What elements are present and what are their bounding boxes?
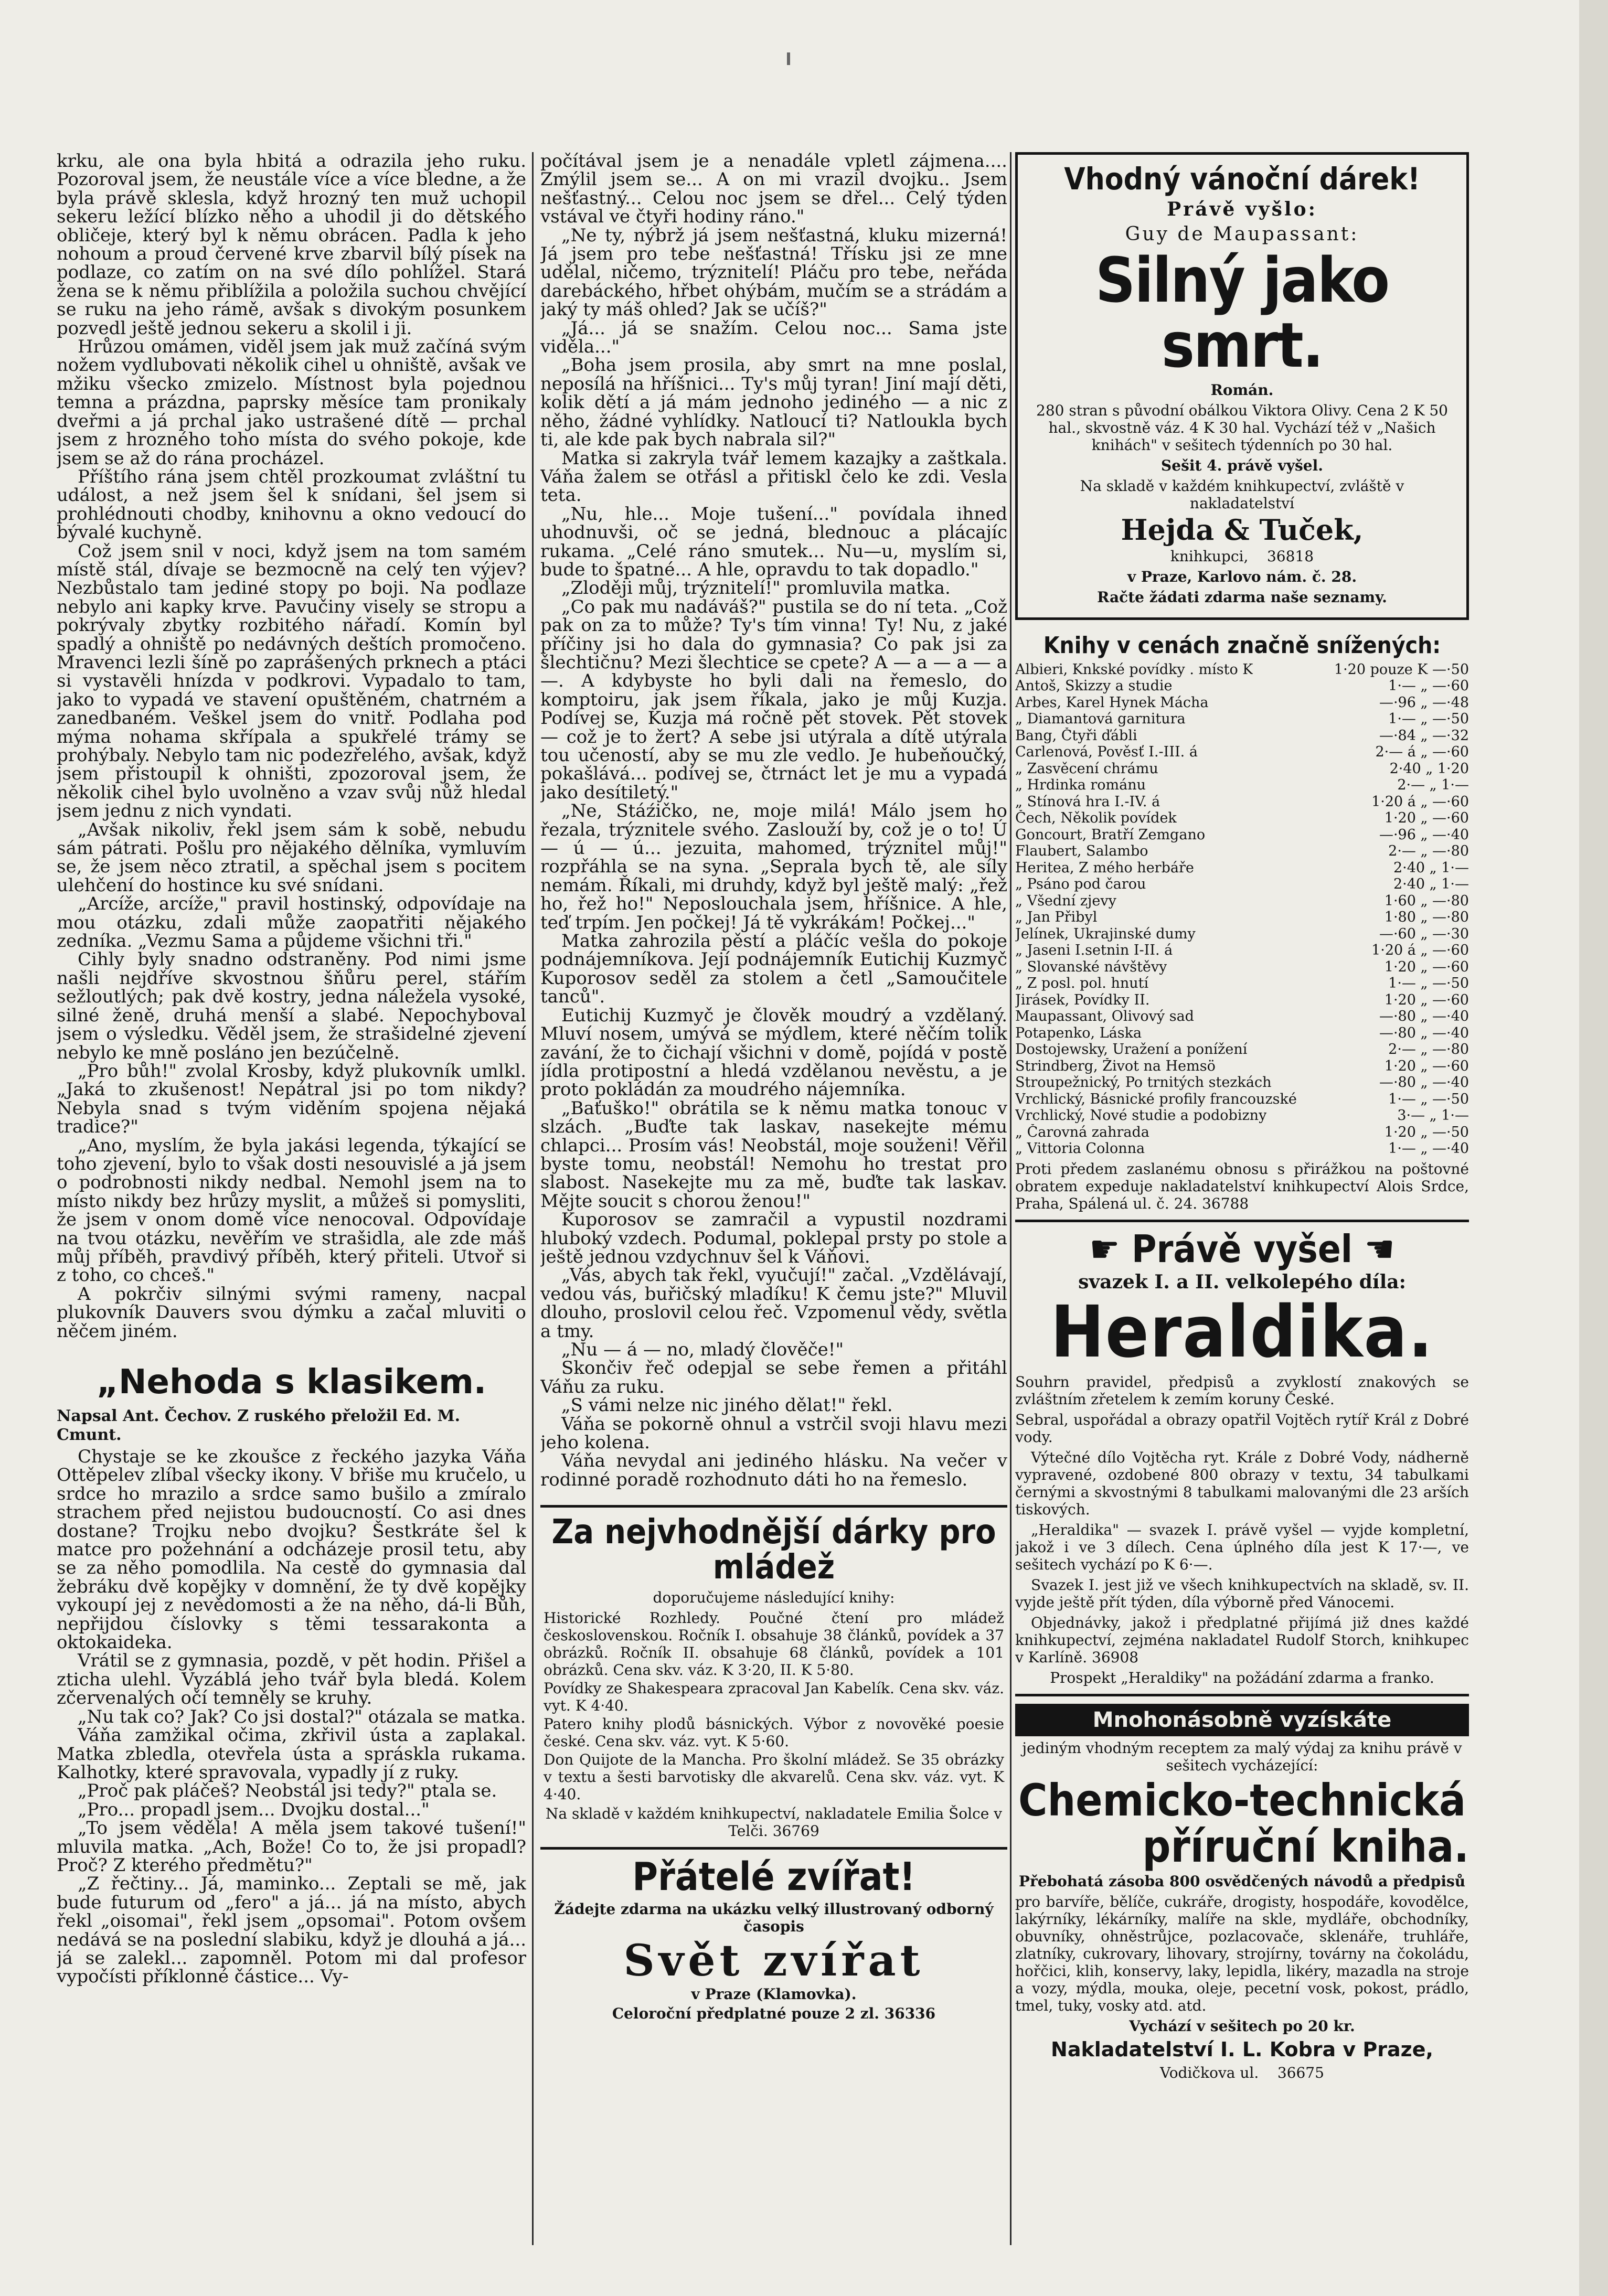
book-title: Arbes, Karel Hynek Mácha	[1015, 694, 1209, 711]
ad-description: pro barvíře, bělíče, cukráře, drogisty, hospodáře, kovodělce, lakýrníky, lékárníky, malíře na skle, mydláře, obchodníky, obuvníky, ohněstrůjce, pozlacovače, sklenáře, truhláře, zlatníky, cukrovary, lihovary, strojírny, továrny na čokoládu, hořčici, klih, konservy, laky, lepidla, likéry, mazadla na stroje a vozy, mýdla, mouka, oleje, pecetní vosk, pokost, prádlo, tmel, tuky, vosky atd. atd.	[1015, 1893, 1469, 2015]
book-price: 1·80 „ —·80	[1384, 909, 1469, 926]
book-title: „ Jaseni I.setnin I-II. á	[1015, 942, 1173, 959]
ad-heraldika	[1015, 1226, 1469, 1686]
ad-christmas-gift	[1015, 152, 1469, 620]
story-paragraph: Chystaje se ke zkoušce z řeckého jazyka Váňa Ottěpelev zlíbal všecky ikony. V břiše mu kručelo, u srdce ho mrazilo a srdce samo bušilo a zmíralo strachem před nejistou budoucností. Co asi dnes dostane? Trojku nebo dvojku? Šestkráte šel k matce pro požehnání a odcházeje prosil tetu, aby se za něho pomodlila. Na cestě do gymnasia dal žebráku dvě kopějky v domnění, že ty dvě kopějky vykoupí jej z nevědomosti a že na něho, dá-li Bůh, nepřijdou číslovky s těmi tessarakonta a oktokaideka.	[57, 1446, 526, 1653]
story-paragraph: „Ne ty, nýbrž já jsem nešťastná, kluku mizerná! Já jsem pro tebe nešťastná! Třísku jsi ze mne udělal, ničemo, trýznitelí! Pláču pro tebe, neřádа darebáckého, hřbet ohýbám, mučím se a strádám a jaký ty máš ohled? Jak se učíš?"	[540, 225, 1007, 321]
ad-entry: Don Quijote de la Mancha. Pro školní mládež. Se 35 obrázky v textu a šesti barvotisky dle akvarelů. Cena skv. váz. vyt. K 4·40.	[544, 1750, 1004, 1803]
book-price: 1·60 „ —·80	[1384, 892, 1469, 909]
book-price: 1·20 „ —·60	[1384, 991, 1469, 1008]
story-paragraph: Vrátil se z gymnasia, pozdě, v pět hodin. Přišel a zticha ulehl. Vyzáblá jeho tvář byla bledá. Kolem zčervenalých očí temněly se kruhy.	[57, 1650, 526, 1709]
book-price-row	[1015, 1074, 1469, 1091]
book-price: 1·20 „ —·50	[1384, 1124, 1469, 1140]
ad-street	[1015, 2064, 1469, 2081]
ad-animal-friends	[540, 1854, 1007, 2023]
story-paragraph: Hrůzou omámen, viděl jsem jak muž začíná svým nožem vydlubovati několik cihel u ohniště, avšak ve mžiku všecko zmizelo. Místnost byla pojednou temna a prázdna, paprsky měsíce tam pronikaly dveřmi a já prchal jako ustrašené dítě — prchal jsem z hrozného toho místa do svého pokoje, kde jsem se až do rána procházel.	[57, 336, 526, 469]
hand-pointer-icon: ☛	[1089, 1226, 1120, 1271]
story-paragraph: Příštího rána jsem chtěl prozkoumat zvláštní tu událost, a než jsem šel k snídani, šel jsem si prohlédnouti chodby, knihovnu a okno vedoucí do bývalé kuchyně.	[57, 466, 526, 543]
story-paragraph: „Ne, Stáźičko, ne, moje milá! Málo jsem ho řezala, trýznitele svého. Zaslouží by, což je o to! Ú — ú — ú... jezuita, mahomed, trýznitel můj!" rozpřáhla se na syna. „Seprala bych tě, ale síly nemám. Říkali, mi druhdy, když byl ještě malý: „řež ho, řež ho!" Neposlouchala jsem, hříšnice. A hle, teď trpím. Jen počkej! Já tě vykrákám! Počkej..."	[540, 800, 1007, 933]
ad-price-text: Celoroční předplatné pouze 2 zl.	[612, 2005, 879, 2023]
ad-description: Souhrn pravidel, předpisů a zvyklostí znakových se zvláštním zřetelem k zemím koruny České.	[1015, 1373, 1469, 1408]
book-price-row	[1015, 959, 1469, 976]
column-rule-1	[532, 152, 534, 2245]
book-title: Goncourt, Bratří Zemgano	[1015, 826, 1206, 843]
ad-entry: Povídky ze Shakespeara zpracoval Jan Kabelík. Cena skv. váz. vyt. K 4·40.	[544, 1679, 1004, 1714]
column-rule-2	[1010, 152, 1011, 2245]
page-edge	[1579, 0, 1608, 2296]
ad-stock: Na skladě v každém knihkupectví, zvláště v nakladatelství	[1080, 477, 1404, 512]
story-paragraph: „Nu, hle... Moje tušení..." povídala ihned uhodnuvši, oč se jedná, blednouc a plácajíc rukama. „Celé ráno smutek... Nu—u, myslím si, bude to špatné... A hle, opravdu to tak dopadlo."	[540, 503, 1007, 580]
book-price: 2·40 „ 1·—	[1393, 876, 1469, 893]
ad-footer	[544, 1805, 1004, 1840]
ad-request: Račte žádati zdarma naše seznamy.	[1097, 589, 1387, 606]
ad-description: 280 stran s původní obálkou Viktora Olivy. Cena 2 K 50 hal., skvostně váz. 4 K 30 hal. Vychází též v „Našich knihách" v sešitech týdenních po 30 hal.	[1036, 401, 1448, 454]
ad-title: Knihy v cenách značně snížených:	[1043, 632, 1441, 659]
book-title: Jirásek, Povídky II.	[1015, 991, 1150, 1008]
ad-text: Svazek I. jest již ve všech knihkupectvích na skladě, sv. II. vyjde ještě přít týden, díla výborně před Vánocemi.	[1015, 1576, 1469, 1611]
hand-pointer-icon: ☚	[1364, 1226, 1395, 1271]
ad-text: „Heraldika" — svazek I. právě vyšel — vyjde kompletní, jakož i ve 3 dílech. Cena úplného díla jest K 17·—, ve sešitech vychází po K 6·—.	[1015, 1521, 1469, 1573]
book-price: 2·40 „ 1·—	[1393, 859, 1469, 876]
ad-entry: Patero knihy plodů básnických. Výbor z novověké poesie české. Cena skv. váz. vyt. K 5·60.	[544, 1715, 1004, 1750]
ad-address: v Praze, Karlovo nám. č. 28.	[1127, 568, 1357, 586]
ad-intro: jediným vhodným receptem za malý výdaj za knihu právě v sešitech vycházející:	[1022, 1739, 1462, 1774]
ad-price	[540, 2005, 1007, 2022]
story-paragraph: „Boha jsem prosila, aby smrt na mne poslal, neposílá na hříšnici... Ty's můj tyran! Jiní mají děti, kolik dětí a já mám jednoho jediného — a nic z něho, žádné vyhlídky. Natloucí ti? Natlouklа bych ti, ale kde pak bych nabrala sil?"	[540, 355, 1007, 451]
book-price: —·96 „ —·40	[1379, 826, 1469, 843]
book-price-row	[1015, 909, 1469, 926]
ad-text-body: Objednávky, jakož i předplatné přijímá již dnes každé knihkupectví, zejména nakladatel Rudolf Storch, knihkupec v Karlíně.	[1015, 1614, 1469, 1666]
ad-text	[1015, 1614, 1469, 1666]
ad-title: Přátelé zvířat!	[632, 1854, 915, 1899]
book-price-row	[1015, 893, 1469, 910]
book-price: 2·— á „ —·60	[1375, 744, 1469, 761]
story-paragraph: Váňa zamžikal očima, zkřivil ústa a zaplakal. Matka zbledla, otevřela ústa a sprásklа rukama. Kalhotky, které spravovala, vypadly jí z ruky.	[57, 1725, 526, 1783]
story-paragraph: Váňa nevydal ani jediného hlásku. Na večer v rodinné poradě rozhodnuto dáti ho na řemeslo.	[540, 1450, 1007, 1490]
book-price: —·80 „ —·40	[1379, 1024, 1469, 1041]
ad-separator	[1015, 1694, 1469, 1696]
story-paragraph: „Avšak nikoliv, řekl jsem sám k sobě, nebudu sám pátrati. Pošlu pro nějakého dělníka, vymluvím se, že jsem něco ztratil, a spěchal jsem s pocitem ulehčení do hostince ku své snídani.	[57, 819, 526, 896]
ad-publisher-role: knihkupci,	[1170, 548, 1249, 565]
ad-footer	[1015, 1160, 1469, 1212]
ad-separator	[540, 1505, 1007, 1508]
story-paragraph: Váňa se pokorně ohnul a vstrčil svoji hlavu mezi jeho kolena.	[540, 1413, 1007, 1454]
book-price-row	[1015, 695, 1469, 711]
book-price-row	[1015, 810, 1469, 827]
book-price-row	[1015, 975, 1469, 992]
story-paragraph: „Zloději můj, trýznitelí!" promluvila matka.	[561, 578, 951, 599]
ad-subtitle: Žádejte zdarma na ukázku velký illustrovaný odborný časopis	[554, 1900, 994, 1936]
book-title: „ Hrdinka románu	[1015, 777, 1146, 794]
book-title: „ Všední zjevy	[1015, 892, 1116, 909]
book-title: Albieri, Knkské povídky . místo K	[1015, 661, 1253, 678]
ad-separator	[540, 1847, 1007, 1850]
ad-book-title-2: příruční kniha.	[1142, 1821, 1469, 1873]
ad-author: Guy de Maupassant:	[1125, 223, 1359, 245]
ad-text: Prospekt „Heraldiky" na požádání zdarma a franko.	[1050, 1669, 1434, 1686]
ad-publisher-sub	[1028, 548, 1456, 565]
book-price-row	[1015, 777, 1469, 794]
book-title: „ Slovanské návštěvy	[1015, 958, 1167, 975]
book-title: „ Vittoria Colonna	[1015, 1140, 1145, 1157]
ad-place: v Praze (Klamovka).	[691, 1985, 857, 2003]
book-price-row	[1015, 1058, 1469, 1075]
ad-chemistry-handbook	[1015, 1704, 1469, 2081]
book-price-row	[1015, 678, 1469, 695]
story-paragraph: počítával jsem je a nenadále vpletl zájmena.... Zmýlil jsem se... A on mi vrazil dvojku.. Jsem nešťastný... Celou noc jsem se dřel... Celý týden vstával ve čtyři hodiny ráno."	[540, 152, 1007, 228]
book-price-row	[1015, 711, 1469, 728]
column-2	[540, 152, 1007, 2245]
ad-code: 36336	[884, 2005, 936, 2023]
story-paragraph: „Já... já se snažím. Celou noc... Sama jste viděla..."	[540, 317, 1007, 358]
book-title: Dostojewsky, Uražení a ponížení	[1015, 1041, 1248, 1058]
book-price: 1·20 „ —·60	[1384, 810, 1469, 827]
ad-street-text: Vodičkova ul.	[1160, 2064, 1259, 2082]
ad-issue: Vychází v sešitech po 20 kr.	[1129, 2017, 1355, 2035]
margin-mark	[787, 52, 790, 65]
ad-lead: Přebohatá zásoba 800 osvědčených návodů a předpisů	[1018, 1873, 1466, 1891]
book-price: 1·— „ —·50	[1388, 975, 1469, 992]
book-price: 2·40 „ 1·20	[1389, 760, 1469, 777]
ad-youth-books	[540, 1515, 1007, 1839]
book-title: Carlenová, Pověsť I.-III. á	[1015, 744, 1198, 761]
book-title: Stroupežnický, Po trnitých stezkách	[1015, 1074, 1272, 1091]
book-price: 1·20 á „ —·60	[1371, 942, 1469, 959]
ad-code: 36675	[1277, 2064, 1324, 2082]
book-price: 1·20 á „ —·60	[1371, 793, 1469, 810]
column-1	[57, 152, 526, 2245]
book-price-row	[1015, 744, 1469, 761]
ad-genre: Román.	[1210, 381, 1274, 399]
ad-subtitle: svazek I. a II. velkolepého díla:	[1078, 1271, 1406, 1294]
book-price-row	[1015, 1041, 1469, 1058]
ad-intro: doporučujeme následující knihy:	[653, 1588, 895, 1606]
book-price: 1·20 pouze K —·50	[1334, 661, 1469, 678]
book-price-row	[1015, 1124, 1469, 1141]
story-heading: „Nehoda s klasikem.	[96, 1363, 487, 1402]
book-price-row	[1015, 761, 1469, 777]
ad-bar: Mnohonásobně vyzískáte	[1015, 1704, 1469, 1736]
book-title: Maupassant, Olivový sad	[1015, 1008, 1194, 1025]
book-price-row	[1015, 794, 1469, 810]
book-price: 1·— „ —·50	[1388, 1091, 1469, 1107]
book-price: 2·— „ —·80	[1388, 1041, 1469, 1058]
book-price-row	[1015, 876, 1469, 893]
ad-code: 36818	[1266, 548, 1314, 565]
book-price: 1·20 „ —·60	[1384, 1058, 1469, 1074]
book-title: Čech, Několik povídek	[1015, 810, 1177, 827]
book-price-row	[1015, 926, 1469, 943]
ad-title: Vhodný vánoční dárek!	[1064, 161, 1420, 197]
book-price-row	[1015, 843, 1469, 860]
book-price-row	[1015, 827, 1469, 843]
story-paragraph: Eutichij Kuzmyč je člověk moudrý a vzdělaný. Mluví nosem, umývá se mýdlem, které něčím tolik zavání, že to čichají všichni v domě, pojídá v postě jídla protipostní a hledá vzdělanou nevěstu, a je proto pokládán za moudrého nájemníka.	[540, 1005, 1007, 1101]
book-price: 2·— „ 1·—	[1397, 777, 1469, 794]
book-price-row	[1015, 1091, 1469, 1108]
story-paragraph: A pokrčiv silnými svými rameny, nacpal plukovník Dauvers svou dýmku a začal mluviti o něčem jiném.	[57, 1283, 526, 1342]
ad-footer-text: Proti předem zaslanému obnosu s přirážkou na poštovné obratem expeduje nakladatelství knihkupectví Alois Srdce, Praha, Spálená ul. č. 24.	[1015, 1160, 1469, 1212]
book-title: Vrchlický, Básnické profily francouzské	[1015, 1091, 1297, 1107]
ad-issue: Sešit 4. právě vyšel.	[1161, 456, 1323, 474]
book-price: 1·20 „ —·60	[1384, 958, 1469, 975]
ad-head	[1015, 1226, 1469, 1271]
book-title: „ Jan Přibyl	[1015, 909, 1098, 926]
story-paragraph: „Pro... propadl jsem... Dvojku dostal..."	[78, 1799, 430, 1820]
ad-footer-text: Na skladě v každém knihkupectví, nakladatele Emilia Šolce v Telči.	[545, 1804, 1003, 1840]
book-price-list	[1015, 661, 1469, 1157]
ad-code: 36788	[1202, 1194, 1249, 1212]
story-paragraph: „Z řečtiny... Já, maminko... Zeptali se mě, jak bude futurum od „fero" a já... já na místo, abych řekl „oisomai", řekl jsem „opsomai". Potom ovšem nedává se na poslední slabiku, když je dlouhá a já... já se zalekl... zapomněl. Potom mi dal profesor vypočísti příklonné částice... Vy-	[57, 1873, 526, 1988]
book-price-row	[1015, 942, 1469, 959]
story-paragraph: Cihly byly snadno odstraněny. Pod nimi jsme našli nejdříve skvostnou šňůru perel, stářím sežloutlých; pak dvě kostry, jedna náležela vysoké, silné ženě, druhá menší a slabé. Nepochyboval jsem o výsledku. Věděl jsem, že strašidelné zjevení nebylo ke mně posláno jen bezúčelně.	[57, 949, 526, 1063]
book-price-row	[1015, 1008, 1469, 1025]
story-paragraph: „Arcíže, arcíže," pravil hostinský, odpovídaje na mou otázku, zdali může zaopatřiti nějakého zedníka. „Vezmu Sama a půjdeme všichni tři."	[57, 893, 526, 952]
story-paragraph: Matka si zakryla tvář lemem kazajky a zaštkala. Váňa žalem se otřásl a přitiskl čelo ke zdi. Vesla teta.	[540, 447, 1007, 506]
book-title: Antoš, Skizzy a studie	[1015, 678, 1173, 695]
ad-code: 36908	[1092, 1648, 1139, 1666]
book-title: Vrchlický, Nové studie a podobizny	[1015, 1107, 1267, 1124]
book-price: 3·— „ 1·—	[1397, 1107, 1469, 1124]
story-paragraph: Matka zahrozila pěstí a pláčíc vešla do pokoje podnájemníkova. Její podnájemník Eutichij Kuzmyč Kuporosov seděl za stolem a četl „Samoučitele tanců".	[540, 931, 1007, 1008]
book-price-row	[1015, 992, 1469, 1009]
ad-discount-books	[1015, 634, 1469, 1212]
book-price-row	[1015, 860, 1469, 877]
ad-subtitle: Právě vyšlo:	[1167, 198, 1317, 220]
ad-code: 36769	[772, 1822, 819, 1840]
story-paragraph: „To jsem věděla! A měla jsem takové tušení!" mluvila matka. „Ach, Bože! Co to, že jsi propadl? Proč? Z kterého předmětu?"	[57, 1818, 526, 1876]
ad-book-title: Silný jako smrt.	[1095, 243, 1389, 381]
book-title: Jelínek, Ukrajinské dumy	[1015, 925, 1196, 942]
book-title: „ Stínová hra I.-IV. á	[1015, 793, 1160, 810]
book-price-row	[1015, 661, 1469, 678]
story-byline: Napsal Ant. Čechov. Z ruského přeložil Ed. M. Cmunt.	[57, 1407, 461, 1444]
story-paragraph: Kuporosov se zamračil a vypustil nozdrami hluboký vzdech. Podumal, poklepal prsty po stole a ještě jednou vzdychnuv šel k Váňovi.	[540, 1209, 1007, 1267]
book-price-row	[1015, 1025, 1469, 1042]
story-paragraph: „S vámi nelze nic jiného dělat!" řekl.	[561, 1395, 893, 1416]
book-price: —·80 „ —·40	[1379, 1008, 1469, 1025]
ad-book-title: Chemicko-technická	[1018, 1774, 1466, 1826]
story-paragraph: „Ano, myslím, že byla jakási legenda, týkající se toho zjevení, bylo to však dosti nesouvislé a já jsem o podrobnosti nikdy nedbal. Nemohl jsem na to místo nikdy bez hrůzy myslit, a můžeš si pomysliti, že jsem v onom domě více nenocoval. Odpovídaje na tvou otázku, nevěřím ve strašidla, ale zde máš můj příběh, pravdivý příběh, který přiteli. Utvoř si z toho, co chceš."	[57, 1135, 526, 1286]
ad-book-title: Heraldika.	[1050, 1291, 1434, 1374]
ad-title: Za nejvhodnější dárky pro mládež	[551, 1513, 996, 1587]
ad-separator	[1015, 1220, 1469, 1222]
story-paragraph: krku, ale ona byla hbitá a odrazila jeho ruku. Pozoroval jsem, že neustále více a více bledne, a že byla právě sklesla, když hrozný ten muž uchopil sekeru ležící blízko něho a uhodil ji do dětského obličeje, který byl k němu obrácen. Padla k jeho nohoum a proud červené krve zbarvil bílý písek na podlaze, co zatím on na své dílo pohlížel. Stará žena se k němu přiblížila a položila suchou chvějící se ruku na jeho rámě, avšak s divokým posunkem pozvedl ještě jednou sekeru a skolil i ji.	[57, 152, 526, 339]
story-paragraph: „Baťuško!" obrátila se k němu matka tonouc v slzách. „Buďte tak laskav, nasekejte mému chlapci... Prosím vás! Neobstál, moje souženi! Věřil byste tomu, neobstál! Nemohu ho trestat pro slabost. Nasekejte mu za mě, buďte tak laskav. Mějte soucit s chorou ženou!"	[540, 1097, 1007, 1212]
book-price: —·60 „ —·30	[1379, 925, 1469, 942]
book-title: „ Psáno pod čarou	[1015, 876, 1146, 893]
book-title: „ Zasvěcení chrámu	[1015, 760, 1158, 777]
ad-publisher: Hejda & Tuček,	[1121, 512, 1364, 547]
book-price: —·80 „ —·40	[1379, 1074, 1469, 1091]
book-title: Potapenko, Láska	[1015, 1024, 1142, 1041]
ad-publisher: Nakladatelství I. L. Kobra v Praze,	[1051, 2038, 1433, 2062]
story-paragraph: Skončiv řeč odepjal se sebe řemen a přitáhl Váňu za ruku.	[540, 1358, 1007, 1397]
book-title: Heritea, Z mého herbáře	[1015, 859, 1194, 876]
book-price: —·84 „ —·32	[1379, 727, 1469, 744]
book-title: Bang, Čtyři ďábli	[1015, 727, 1137, 744]
story-paragraph: „Pro bůh!" zvolal Krosby, když plukovník umlkl. „Jaká to zkušenost! Nepátral jsi po tom nikdy? Nebyla snad s tvým viděním spojena nějaká tradice?"	[57, 1060, 526, 1138]
story-paragraph: Což jsem snil v noci, když jsem na tom samém místě stál, dívaje se bezmocně na celý ten výjev? Nezbůstalo tam jediné stopy po boji. Na podlaze nebylo ani kapky krve. Pavučiny visely se stropu a pokrývaly zbytky rozbitého nářadí. Komín byl spadlý a ohniště po nedávných deštích promočeno. Mravenci lezli šíně po zaprášených prknech a ptáci si vystavěli hnízda v podkrovi. Vypadalo to tam, jako to vypadá ve stavení opuštěném, chatrném a zanedbaném. Veškel jsem do vnitř. Podlaha pod mýma nohama skřípala a spukřelé trámy se prohýbaly. Nebylo tam nic podezřelého, avšak, když jsem přistoupil k ohništi, zpozoroval jsem, že několik cihel bylo uvolněno a vzav svůj nůž hledal jsem jednu z nich vyndati.	[57, 540, 526, 822]
book-price-row	[1015, 1107, 1469, 1124]
book-title: Strindberg, Život na Hemsö	[1015, 1058, 1216, 1074]
story-paragraph: „Co pak mu nadáváš?" pustila se do ní teta. „Což pak on za to může? Ty's tím vinna! Ty! Nu, z jaké příčiny jsi ho dala do gymnasia? Co pak jsi za šlechtičnu? Mezi šlechtice se cpete? A — a — a — a —. A kdybyste ho byli dali na řemeslo, do komptoiru, jak jsem říkala, jako je můj Kuzja. Podívej se, Kuzja má ročně pět stovek. Pět stovek — což je to žert? A sebe jsi utýrala a dítě utýrala tou učeností, aby se mu zle vedlo. Je hubeňoučký, pokašlává... podívej se, čtrnáct let je mu a vypadá jako desítiletý."	[540, 596, 1007, 803]
ad-text: Výtečné dílo Vojtěcha ryt. Krále z Dobré Vody, nádherně vypravené, ozdobené 800 obrazy v textu, 34 tabulkami černými a skvostnými 8 tabulkami malovanými dle 23 arších tiskových.	[1015, 1448, 1469, 1518]
book-title: Flaubert, Salambo	[1015, 843, 1148, 860]
ad-entry: Historické Rozhledy. Poučné čtení pro mládež československou. Ročník I. obsahuje 38 článků, povídek a 37 obrázků. Ročník II. obsahuje 68 článků, povídek a 101 obrázků. Cena skv. váz. K 3·20, II. K 5·80.	[544, 1609, 1004, 1679]
book-price: 2·— „ —·80	[1388, 843, 1469, 860]
ad-head-text: Právě vyšel	[1132, 1226, 1353, 1271]
story-paragraph: „Nu tak co? Jak? Co jsi dostal?" otázala se matka.	[78, 1706, 526, 1727]
story-paragraph: „Vás, abych tak řekl, vyučují!" začal. „Vzdělávají, vedou vás, buřičský mladíku! K čemu jste?" Mluvil dlouho, proslovil celou řeč. Vzpomenul vědy, světla a tmy.	[540, 1265, 1007, 1342]
book-title: „ Čarovná zahrada	[1015, 1124, 1149, 1140]
ad-author: Sebral, uspořádal a obrazy opatřil Vojtěch rytíř Král z Dobré vody.	[1015, 1411, 1469, 1446]
book-price-row	[1015, 1140, 1469, 1157]
column-3	[1015, 152, 1469, 2245]
book-price: 1·— „ —·40	[1388, 1140, 1469, 1157]
book-price: 1·— „ —·50	[1388, 711, 1469, 728]
book-price: 1·— „ —·60	[1388, 678, 1469, 695]
book-title: „ Diamantová garnitura	[1015, 711, 1186, 728]
story-paragraph: „Nu — á — no, mladý člověče!"	[561, 1339, 844, 1360]
book-price-row	[1015, 728, 1469, 744]
ad-magazine-name: Svět zvířat	[623, 1936, 924, 1987]
book-title: „ Z posl. pol. hnutí	[1015, 975, 1149, 992]
story-paragraph: „Proč pak pláčeš? Neobstál jsi tedy?" ptala se.	[78, 1780, 497, 1802]
book-price: —·96 „ —·48	[1379, 694, 1469, 711]
